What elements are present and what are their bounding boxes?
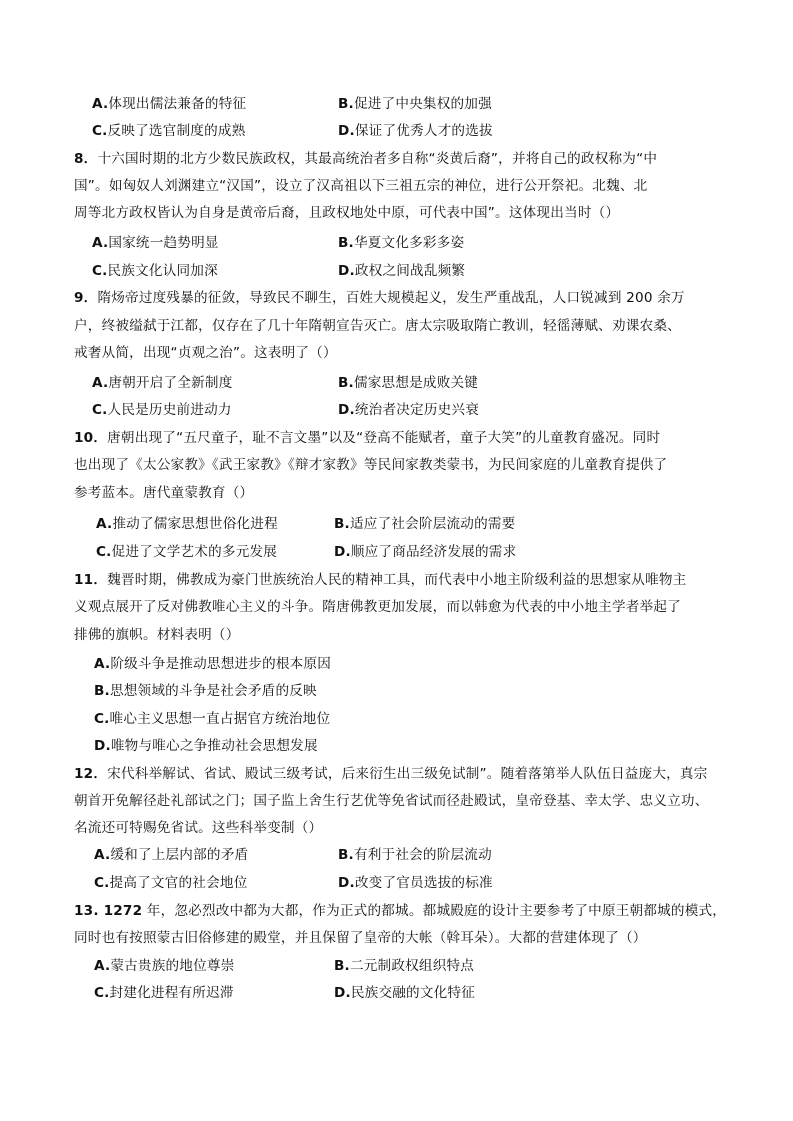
q11-stem-line-3: 排佛的旗帜。材料表明（） xyxy=(74,627,240,643)
q9-option-a: A.唐朝开启了全新制度 xyxy=(92,375,233,391)
q8-option-a: A.国家统一趋势明显 xyxy=(92,235,219,251)
q12-stem-line-3: 名流还可特赐免省试。这些科举变制（） xyxy=(74,820,323,836)
q10-option-a: A.推动了儒家思想世俗化进程 xyxy=(96,516,278,532)
q8-option-c: C.民族文化认同加深 xyxy=(92,263,218,279)
q10-option-c: C.促进了文学艺术的多元发展 xyxy=(96,544,278,560)
q13-option-b: B.二元制政权组织特点 xyxy=(334,958,475,974)
q11-stem-line-1: 11．魏晋时期，佛教成为豪门世族统治人民的精神工具，而代表中小地主阶级利益的思想家从唯物主 xyxy=(74,572,687,588)
q10-option-b: B.适应了社会阶层流动的需要 xyxy=(334,516,516,532)
q11-option-b: B.思想领域的斗争是社会矛盾的反映 xyxy=(94,683,317,699)
q12-option-a: A.缓和了上层内部的矛盾 xyxy=(94,847,249,863)
q9-stem-line-1: 9．隋炀帝过度残暴的征敛，导致民不聊生，百姓大规模起义，发生严重战乱，人口锐减到 200 余万 xyxy=(74,290,685,306)
q13-option-a: A.蒙古贵族的地位尊崇 xyxy=(94,958,235,974)
q12-option-c: C.提高了文官的社会地位 xyxy=(94,875,248,891)
q7-option-c: C.反映了选官制度的成熟 xyxy=(92,123,246,139)
q12-option-d: D.改变了官员选拔的标准 xyxy=(338,875,493,891)
q11-option-c: C.唯心主义思想一直占据官方统治地位 xyxy=(94,711,331,727)
q13-option-d: D.民族交融的文化特征 xyxy=(334,985,476,1001)
q12-stem-line-1: 12．宋代科举解试、省试、殿试三级考试，后来衍生出三级免试制”。随着落第举人队伍日益庞大，真宗 xyxy=(74,766,708,782)
q13-stem-line-2: 同时也有按照蒙古旧俗修建的殿堂，并且保留了皇帝的大帐（斡耳朵）。大都的营建体现了（） xyxy=(74,930,647,946)
q8-stem-line-3: 周等北方政权皆认为自身是黄帝后裔，且政权地处中原，可代表中国”。这体现出当时（） xyxy=(74,205,620,221)
q10-stem-line-3: 参考蓝本。唐代童蒙教育（） xyxy=(74,485,254,501)
q11-option-a: A.阶级斗争是推动思想进步的根本原因 xyxy=(94,656,332,672)
q13-stem-line-1: 13. 1272 年，忽必烈改中都为大都，作为正式的都城。都城殿庭的设计主要参考了中原王朝都城的模式， xyxy=(74,903,727,919)
q9-option-d: D.统治者决定历史兴衰 xyxy=(338,402,480,418)
q8-stem-line-2: 国”。如匈奴人刘渊建立“汉国”，设立了汉高祖以下三祖五宗的神位，进行公开祭祀。北魏、北 xyxy=(74,178,648,194)
q10-stem-line-2: 也出现了《太公家教》《武王家教》《辩才家教》等民间家教类蒙书，为民间家庭的儿童教育提供了 xyxy=(74,457,668,473)
q13-option-c: C.封建化进程有所迟滞 xyxy=(94,985,234,1001)
q8-stem-line-1: 8．十六国时期的北方少数民族政权，其最高统治者多自称“炎黄后裔”，并将自己的政权称为“中 xyxy=(74,151,658,167)
q12-option-b: B.有利于社会的阶层流动 xyxy=(338,847,492,863)
q10-stem-line-1: 10．唐朝出现了“五尺童子，耻不言文墨”以及“登高不能赋者，童子大笑”的儿童教育盛况。同时 xyxy=(74,430,661,446)
q9-stem-line-2: 户，终被缢弑于江都，仅存在了几十年隋朝宣告灭亡。唐太宗吸取隋亡教训，轻徭薄赋、劝课农桑、 xyxy=(74,318,681,334)
q8-option-d: D.政权之间战乱频繁 xyxy=(338,263,466,279)
q9-stem-line-3: 戒奢从简，出现“贞观之治”。这表明了（） xyxy=(74,345,337,361)
q9-option-b: B.儒家思想是成败关键 xyxy=(338,375,479,391)
q11-option-d: D.唯物与唯心之争推动社会思想发展 xyxy=(94,738,318,754)
q10-option-d: D.顺应了商品经济发展的需求 xyxy=(334,544,517,560)
q8-option-b: B.华夏文化多彩多姿 xyxy=(338,235,465,251)
q7-option-b: B.促进了中央集权的加强 xyxy=(338,96,492,112)
q7-option-d: D.保证了优秀人才的选拔 xyxy=(338,123,493,139)
q11-stem-line-2: 义观点展开了反对佛教唯心主义的斗争。隋唐佛教更加发展，而以韩愈为代表的中小地主学者举起了 xyxy=(74,599,681,615)
q9-option-c: C.人民是历史前进动力 xyxy=(92,402,232,418)
q7-option-a: A.体现出儒法兼备的特征 xyxy=(92,96,247,112)
q12-stem-line-2: 朝首开免解径赴礼部试之门；国子监上舍生行艺优等免省试而径赴殿试，皇帝登基、幸太学、忠义立功、 xyxy=(74,793,709,809)
